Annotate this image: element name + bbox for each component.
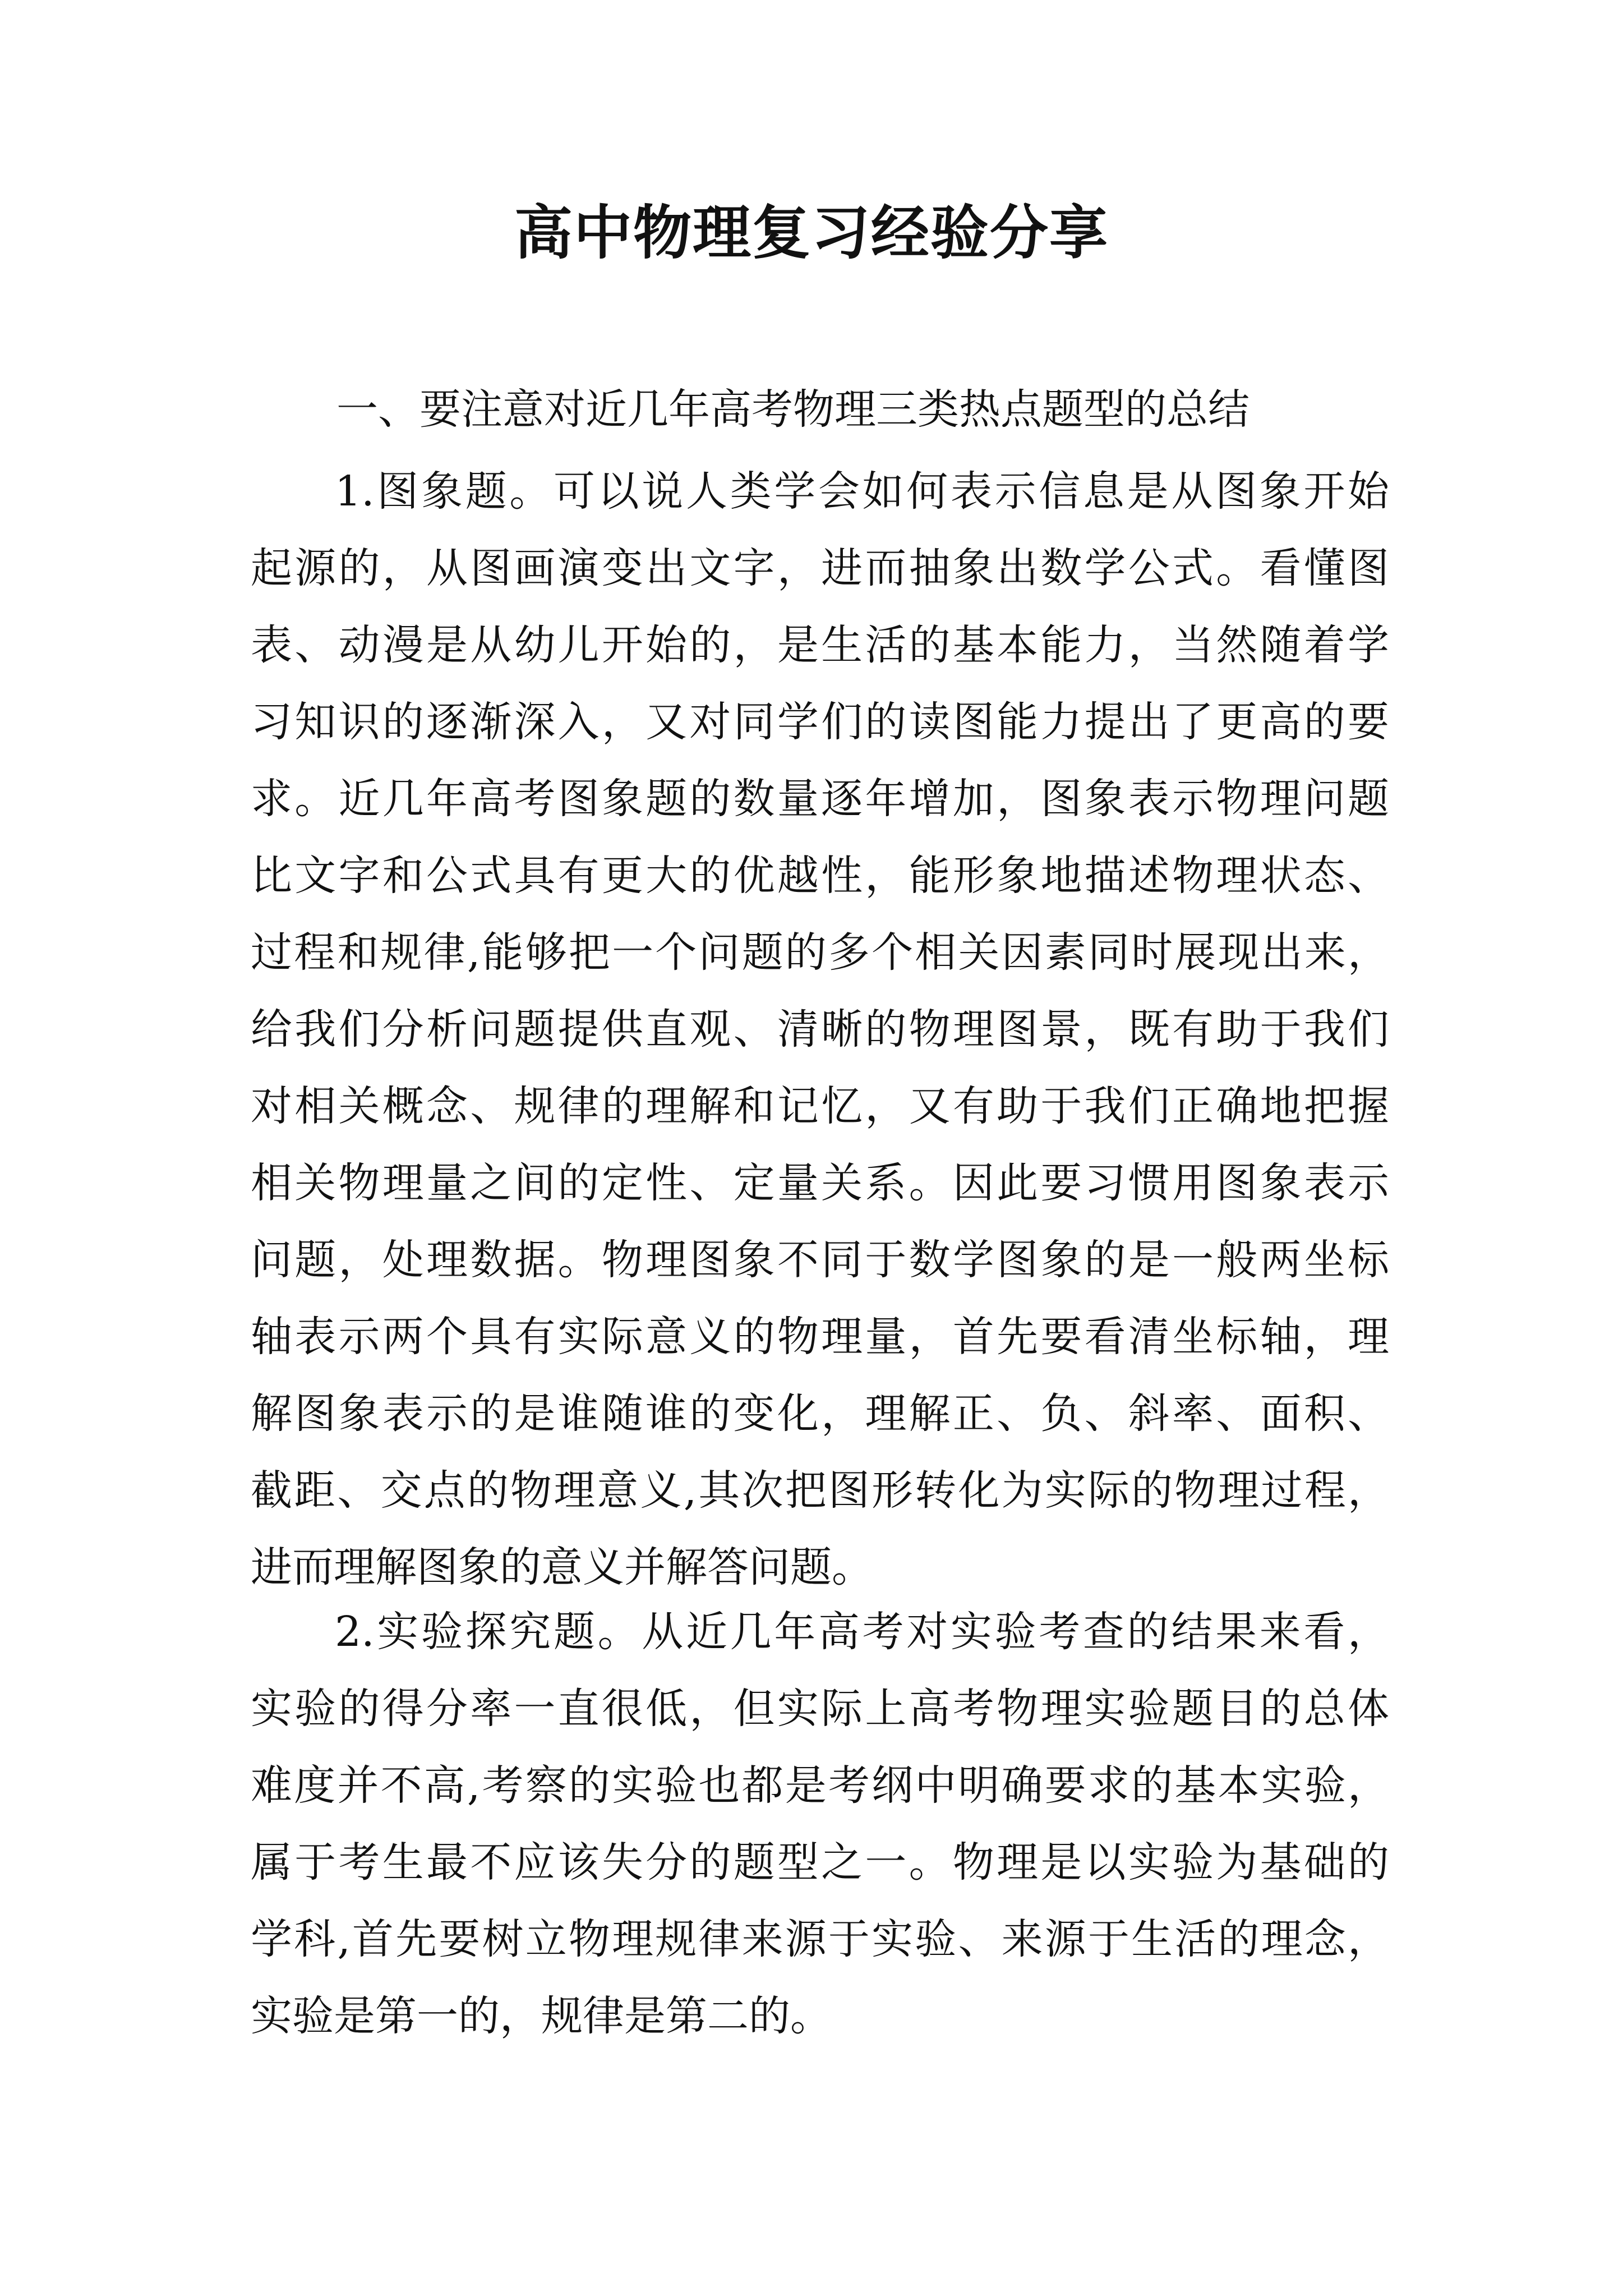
paragraph-line: 进而理解图象的意义并解答问题。 bbox=[251, 1543, 873, 1591]
paragraph-line: 起源的，从图画演变出文字，进而抽象出数学公式。看懂图 bbox=[251, 544, 1389, 592]
paragraph-line: 属于考生最不应该失分的题型之一。物理是以实验为基础的 bbox=[251, 1838, 1389, 1887]
paragraph-line: 解图象表示的是谁随谁的变化，理解正、负、斜率、面积、 bbox=[251, 1389, 1389, 1438]
paragraph-line: 问题，处理数据。物理图象不同于数学图象的是一般两坐标 bbox=[251, 1236, 1389, 1284]
paragraph-line: 1.图象题。可以说人类学会如何表示信息是从图象开始 bbox=[335, 467, 1389, 516]
paragraph-line: 过程和规律,能够把一个问题的多个相关因素同时展现出来， bbox=[251, 928, 1389, 977]
section-heading: 一、要注意对近几年高考物理三类热点题型的总结 bbox=[336, 385, 1249, 434]
paragraph-line: 2.实验探究题。从近几年高考对实验考查的结果来看， bbox=[335, 1608, 1389, 1656]
paragraph-line: 轴表示两个具有实际意义的物理量，首先要看清坐标轴，理 bbox=[251, 1313, 1389, 1361]
paragraph-line: 求。近几年高考图象题的数量逐年增加，图象表示物理问题 bbox=[251, 775, 1389, 823]
paragraph-image-questions bbox=[251, 453, 1389, 1606]
paragraph-line: 给我们分析问题提供直观、清晰的物理图景，既有助于我们 bbox=[251, 1005, 1389, 1053]
paragraph-line: 习知识的逐渐深入，又对同学们的读图能力提出了更高的要 bbox=[251, 698, 1389, 746]
paragraph-line: 实验是第一的，规律是第二的。 bbox=[251, 1992, 832, 2040]
paragraph-line: 学科,首先要树立物理规律来源于实验、来源于生活的理念， bbox=[251, 1915, 1389, 1963]
paragraph-line: 对相关概念、规律的理解和记忆，又有助于我们正确地把握 bbox=[251, 1082, 1389, 1130]
paragraph-line: 相关物理量之间的定性、定量关系。因此要习惯用图象表示 bbox=[251, 1159, 1389, 1207]
paragraph-experiment-questions bbox=[251, 1594, 1389, 2055]
paragraph-line: 表、动漫是从幼儿开始的，是生活的基本能力，当然随着学 bbox=[251, 621, 1389, 669]
paragraph-line: 难度并不高,考察的实验也都是考纲中明确要求的基本实验， bbox=[251, 1761, 1389, 1810]
document-title: 高中物理复习经验分享 bbox=[514, 198, 1109, 267]
paragraph-line: 实验的得分率一直很低，但实际上高考物理实验题目的总体 bbox=[251, 1685, 1389, 1733]
paragraph-line: 截距、交点的物理意义,其次把图形转化为实际的物理过程， bbox=[251, 1466, 1389, 1515]
paragraph-line: 比文字和公式具有更大的优越性，能形象地描述物理状态、 bbox=[251, 852, 1389, 900]
